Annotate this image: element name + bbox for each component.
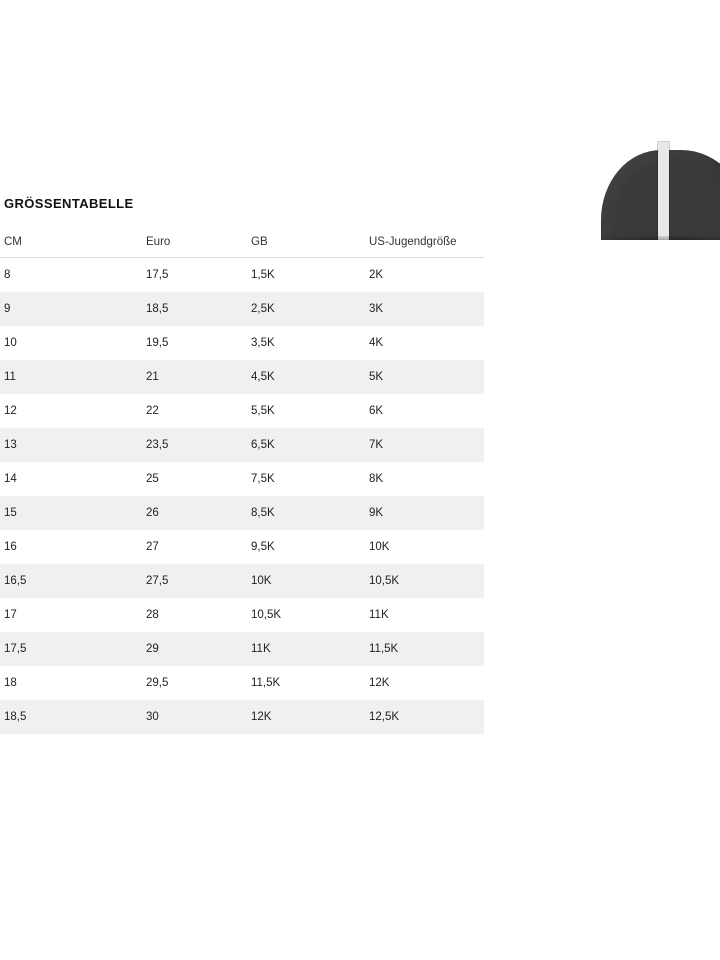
table-column-header: US-Jugendgröße (369, 230, 484, 258)
table-cell: 21 (146, 360, 251, 394)
table-cell: 16 (4, 541, 17, 553)
table-column-header: GB (251, 230, 369, 258)
page-title: GRÖSSENTABELLE (4, 196, 134, 211)
table-row (0, 428, 484, 462)
table-cell: 27,5 (146, 564, 251, 598)
table-row (0, 564, 484, 598)
table-cell: 18,5 (0, 700, 146, 734)
table-cell: 4,5K (251, 360, 369, 394)
table-cell: 4K (369, 337, 384, 349)
table-cell: 10 (4, 337, 17, 349)
shoe-icon (601, 150, 720, 240)
size-chart (0, 196, 484, 734)
table-row (0, 360, 484, 394)
table-row (0, 666, 484, 700)
table-cell: 15 (0, 496, 146, 530)
table-cell: 7K (369, 428, 484, 462)
size-chart-table (0, 230, 484, 734)
shoe-strap (658, 142, 669, 240)
table-cell: 11 (0, 360, 146, 394)
shoe-shadow (596, 236, 720, 240)
table-cell: 7,5K (251, 473, 275, 485)
table-cell: 29 (146, 632, 251, 666)
table-cell: 2K (369, 269, 384, 281)
table-cell: 6K (369, 405, 384, 417)
table-cell: 26 (146, 496, 251, 530)
table-cell: 17 (4, 609, 17, 621)
table-cell: 3,5K (251, 337, 275, 349)
table-row (0, 700, 484, 734)
table-cell: 12K (251, 700, 369, 734)
table-row (0, 258, 484, 293)
table-column-header: Euro (146, 230, 251, 258)
table-cell: 10K (251, 564, 369, 598)
table-cell: 3K (369, 292, 484, 326)
table-cell: 17,5 (146, 269, 169, 281)
table-cell: 11,5K (251, 677, 281, 689)
table-header-row (0, 230, 484, 258)
table-cell: 17,5 (0, 632, 146, 666)
table-cell: 25 (146, 473, 159, 485)
table-cell: 12K (369, 677, 390, 689)
table-header (0, 230, 484, 258)
table-cell: 23,5 (146, 428, 251, 462)
table-cell: 11K (369, 609, 389, 621)
table-cell: 22 (146, 405, 159, 417)
table-cell: 8 (4, 269, 11, 281)
table-cell: 14 (4, 473, 17, 485)
table-row (0, 394, 484, 428)
table-cell: 10K (369, 541, 390, 553)
table-cell: 12,5K (369, 700, 484, 734)
table-row (0, 598, 484, 632)
table-cell: 12 (4, 405, 17, 417)
table-cell: 10,5K (369, 564, 484, 598)
table-cell: 2,5K (251, 292, 369, 326)
table-cell: 8,5K (251, 496, 369, 530)
table-cell: 29,5 (146, 677, 169, 689)
table-cell: 9 (0, 292, 146, 326)
table-cell: 1,5K (251, 269, 275, 281)
table-body (0, 258, 484, 735)
table-row (0, 530, 484, 564)
table-cell: 30 (146, 700, 251, 734)
table-cell: 5,5K (251, 405, 275, 417)
table-cell: 19,5 (146, 337, 169, 349)
table-cell: 6,5K (251, 428, 369, 462)
table-cell: 9,5K (251, 541, 275, 553)
table-cell: 18,5 (146, 292, 251, 326)
table-cell: 11K (251, 632, 369, 666)
table-row (0, 632, 484, 666)
table-cell: 5K (369, 360, 484, 394)
table-cell: 8K (369, 473, 384, 485)
table-row (0, 326, 484, 360)
table-cell: 13 (0, 428, 146, 462)
product-image (596, 0, 720, 240)
table-cell: 28 (146, 609, 159, 621)
table-row (0, 496, 484, 530)
table-cell: 9K (369, 496, 484, 530)
table-row (0, 462, 484, 496)
table-cell: 11,5K (369, 632, 484, 666)
table-cell: 18 (4, 677, 17, 689)
table-row (0, 292, 484, 326)
table-cell: 27 (146, 541, 159, 553)
table-column-header: CM (0, 230, 146, 258)
table-cell: 16,5 (0, 564, 146, 598)
table-cell: 10,5K (251, 609, 282, 621)
